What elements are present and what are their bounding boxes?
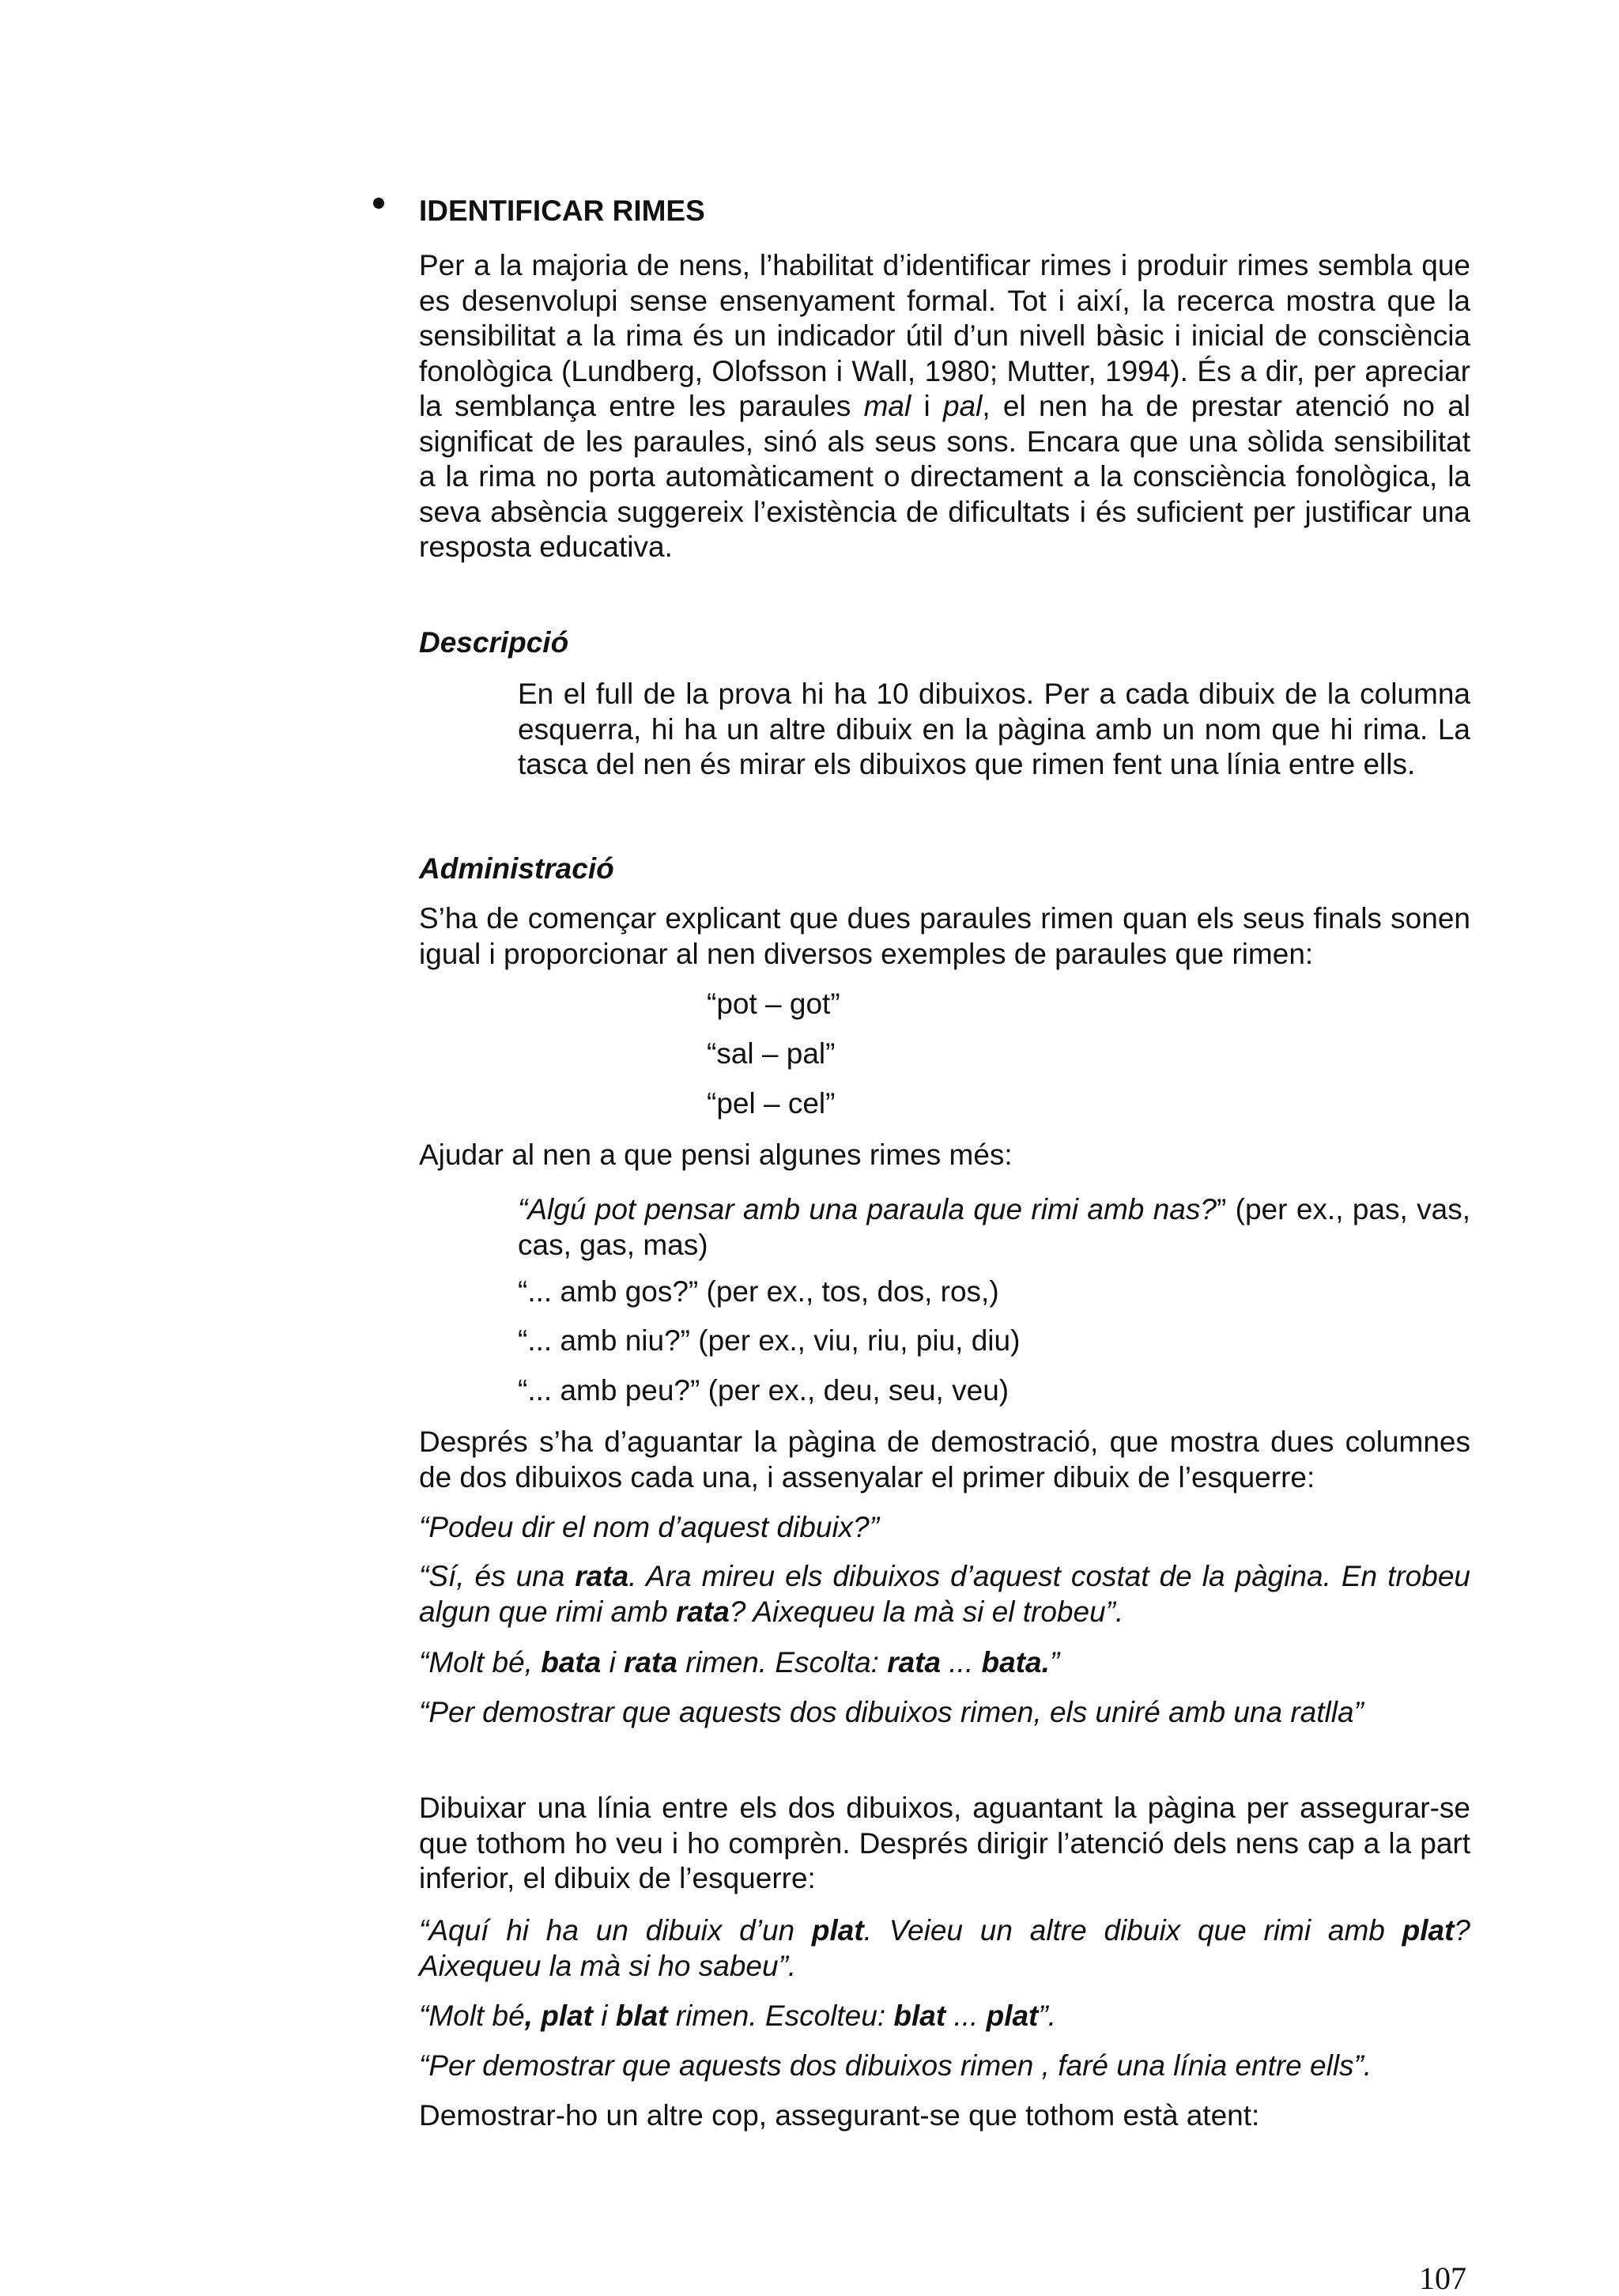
dialogue-3: “Molt bé, bata i rata rimen. Escolta: rata ... bata.” xyxy=(419,1646,1060,1679)
question-peu: “... amb peu?” (per ex., deu, seu, veu) xyxy=(518,1374,1010,1407)
descripcio-text: En el full de la prova hi ha 10 dibuixos. Per a cada dibuix de la columna esquerra, hi ha un altre dibuix en la pàgina amb un nom que hi rima. La tasca del nen és mirar els dibuixos que rimen fent una línia entre ells. xyxy=(518,678,1470,780)
example-2: “sal – pal” xyxy=(707,1037,836,1070)
question-niu: “... amb niu?” (per ex., viu, riu, piu, diu) xyxy=(518,1324,1021,1357)
dialogue-4: “Per demostrar que aquests dos dibuixos rimen, els uniré amb una ratlla” xyxy=(419,1696,1364,1728)
administracio-intro: S’ha de començar explicant que dues paraules rimen quan els seus finals sonen igual i proporcionar al nen diversos exemples de paraules que rimen: xyxy=(419,902,1470,970)
administracio-title: Administració xyxy=(419,852,614,885)
example-3: “pel – cel” xyxy=(707,1087,836,1120)
intro-paragraph: Per a la majoria de nens, l’habilitat d’identificar rimes i produir rimes sembla que es desenvolupi sense ensenyament formal. Tot i així, la recerca mostra que la sensibilitat a la rima és un indicador útil d’un nivell bàsic i inicial de consciència fonològica (Lundberg, Olofsson i Wall, 1980; Mutter, 1994). És a dir, per apreciar la semblança entre les paraules mal i pal, el nen ha de prestar atenció no al significat de les paraules, sinó als seus sons. Encara que una sòlida sensibilitat a la rima no porta automàticament o directament a la consciència fonològica, la seva absència suggereix l’existència de dificultats i és suficient per justificar una resposta educativa. xyxy=(419,249,1471,563)
dialogue-5: “Aquí hi ha un dibuix d’un plat. Veieu un altre dibuix que rimi amb plat? Aixequeu la mà si ho sabeu”. xyxy=(419,1914,1470,1982)
dialogue-7: “Per demostrar que aquests dos dibuixos rimen , faré una línia entre ells”. xyxy=(419,2049,1372,2082)
page-number: 107 xyxy=(1419,2260,1466,2296)
question-nas: “Algú pot pensar amb una paraula que rimi amb nas?” (per ex., pas, vas, cas, gas, mas) xyxy=(518,1193,1471,1261)
dialogue-1: “Podeu dir el nom d’aquest dibuix?” xyxy=(419,1511,880,1543)
question-gos: “... amb gos?” (per ex., tos, dos, ros,) xyxy=(518,1275,999,1308)
dibuixar-paragraph: Dibuixar una línia entre els dos dibuixos, aguantant la pàgina per assegurar-se que tothom ho veu i ho comprèn. Després dirigir l’atenció dels nens cap a la part inferior, el dibuix de l’esquerre: xyxy=(419,1792,1470,1894)
section-heading: IDENTIFICAR RIMES xyxy=(419,194,705,227)
descripcio-title: Descripció xyxy=(419,626,569,659)
dialogue-6: “Molt bé, plat i blat rimen. Escolteu: blat ... plat”. xyxy=(419,2000,1056,2032)
dialogue-2: “Sí, és una rata. Ara mireu els dibuixos d’aquest costat de la pàgina. En trobeu algun que rimi amb rata? Aixequeu la mà si el trobeu”. xyxy=(419,1560,1470,1628)
despres-paragraph: Després s’ha d’aguantar la pàgina de demostració, que mostra dues columnes de dos dibuixos cada una, i assenyalar el primer dibuix de l’esquerre: xyxy=(419,1426,1470,1494)
example-1: “pot – got” xyxy=(707,988,840,1020)
bullet-icon xyxy=(373,198,384,209)
final-instruction: Demostrar-ho un altre cop, assegurant-se que tothom està atent: xyxy=(419,2099,1260,2132)
ajudar-text: Ajudar al nen a que pensi algunes rimes més: xyxy=(419,1139,1013,1171)
